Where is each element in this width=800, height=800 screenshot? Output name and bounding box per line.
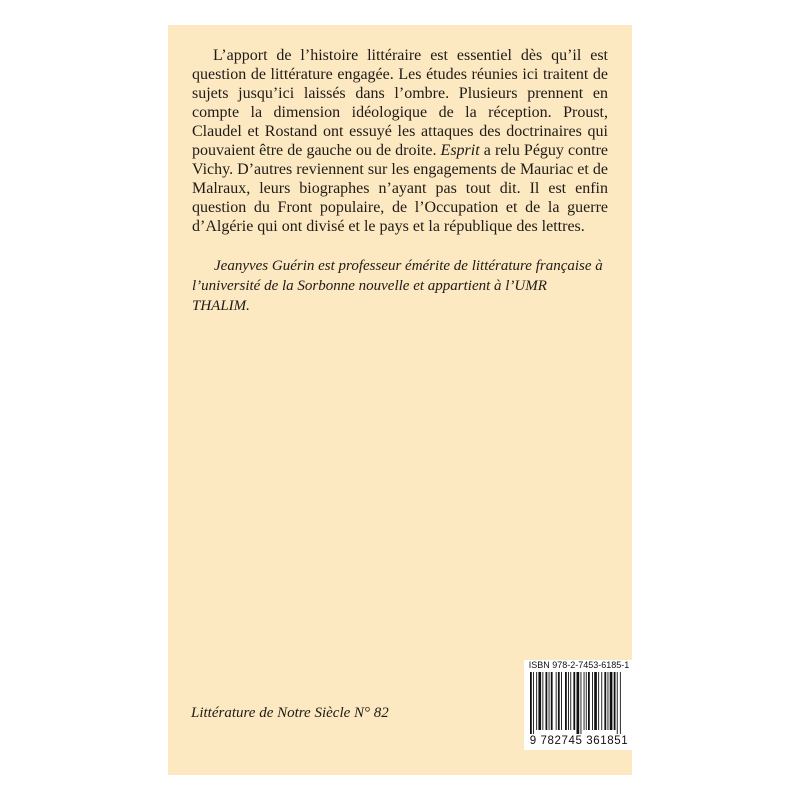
isbn-barcode [524, 660, 634, 750]
cover-panel [168, 25, 632, 775]
barcode-bar [598, 672, 599, 730]
barcode-bar [565, 672, 567, 730]
barcode-bar [586, 672, 587, 730]
barcode-bar [546, 672, 548, 730]
isbn-label: ISBN 978-2-7453-6185-1 [528, 660, 630, 670]
barcode-bar [536, 672, 537, 730]
barcode-bar [538, 672, 541, 730]
barcode-bar [620, 672, 621, 734]
barcode-bar [556, 672, 557, 730]
barcode-bar [577, 672, 580, 734]
barcode-bar [608, 672, 609, 730]
barcode-bar [573, 672, 575, 730]
barcode-bar [542, 672, 543, 730]
barcode-bar [584, 672, 585, 730]
barcode-bar [530, 672, 532, 734]
barcode-bar [610, 672, 613, 730]
barcode-bar [604, 672, 606, 730]
barcode-bar [614, 672, 616, 730]
ean-digits: 9 782745 361851 [529, 735, 629, 747]
series-name: Littérature de Notre Siècle N° 82 [191, 705, 389, 721]
barcode-bar [533, 672, 534, 734]
barcode-bar [594, 672, 597, 730]
barcode-bar [588, 672, 590, 730]
author-bio: Jeanyves Guérin est professeur émérite de littérature française à l’université de la Sorbonne nouvelle et appartient à l’UMR THALIM. [192, 258, 603, 314]
blurb-text [192, 46, 608, 236]
barcode-bar [581, 672, 582, 734]
blurb-part-1: L’apport de l’histoire littéraire est essentiel dès qu’il est question de littérature engagée. Les études réunies ici traitent de sujets jusqu’ici laissés dans l’ombre. Plusieurs prennent en compte la dimension idéologique de la réception. Proust, Claudel et Rostand ont essuyé les attaques des doctrinaires qui pouvaient être de gauche ou de droite. [192, 47, 608, 159]
barcode-bar [617, 672, 618, 734]
barcode-bar [601, 672, 602, 730]
barcode-bar [568, 672, 569, 730]
barcode-bar [558, 672, 560, 730]
blurb-part-2: a relu Péguy contre Vichy. D’autres reviennent sur les engagements de Mauriac et de Malraux, leurs biographes n’ayant pas tout dit. Il est enfin question du Front populaire, de l’Occupation et de la guerre d’Algérie qui ont divisé et le pays et la république des lettres. [192, 142, 608, 235]
barcode-bar [561, 672, 562, 730]
barcode-bars [528, 672, 630, 734]
barcode-bar [570, 672, 571, 730]
barcode-bar [551, 672, 553, 730]
blurb-italic-title: Esprit [440, 142, 480, 159]
barcode-bar [592, 672, 593, 730]
barcode-bar [549, 672, 550, 730]
